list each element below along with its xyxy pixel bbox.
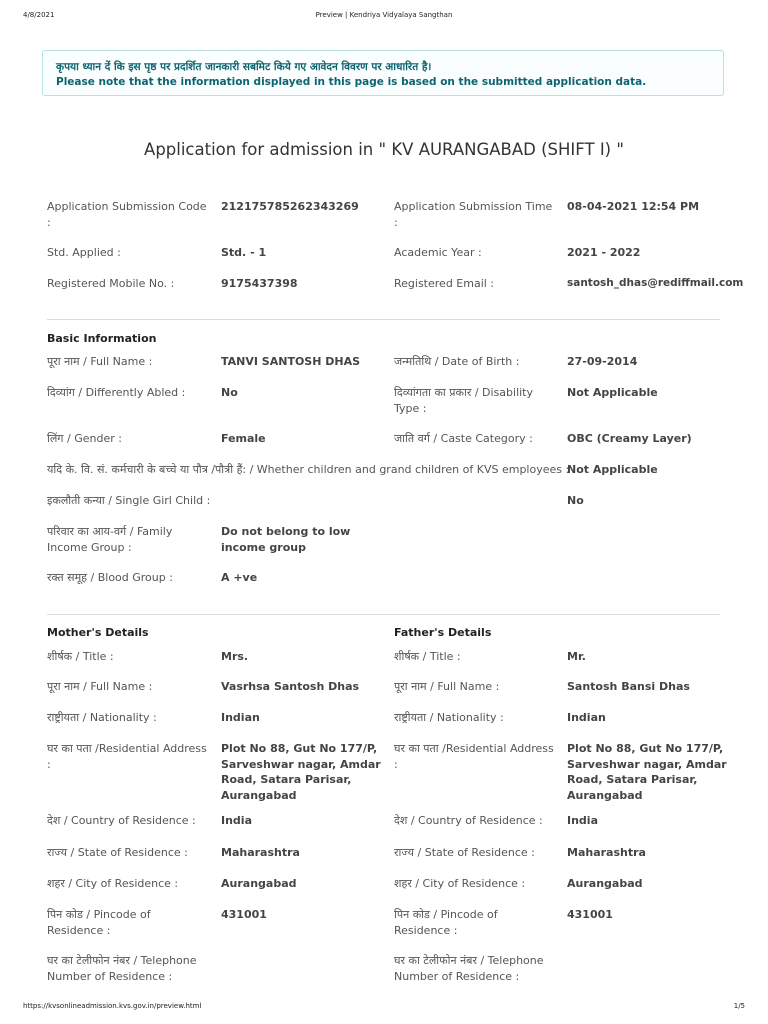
print-footer — [0, 1002, 768, 1014]
mother-pincode-label: पिन कोड / Pincode of Residence : — [47, 908, 151, 937]
notice-box — [42, 50, 724, 96]
mother-city-value: Aurangabad — [221, 877, 297, 890]
divider — [47, 319, 720, 320]
father-address-value: Plot No 88, Gut No 177/P, Sarveshwar nagar, Amdar Road, Satara Parisar, Aurangabad — [567, 742, 727, 802]
mother-name-value: Vasrhsa Santosh Dhas — [221, 680, 360, 693]
father-title-label: शीर्षक / Title : — [394, 650, 461, 663]
father-state-value: Maharashtra — [567, 846, 646, 859]
caste-category-value: OBC (Creamy Layer) — [567, 432, 692, 445]
print-header — [0, 11, 768, 23]
email-value: santosh_dhas@rediffmail.com — [567, 277, 744, 289]
mobile-value: 9175437398 — [221, 277, 298, 290]
single-girl-label: इकलौती कन्या / Single Girl Child : — [47, 494, 211, 507]
submission-code-value: 212175785262343269 — [221, 200, 359, 213]
kvs-employee-value: Not Applicable — [567, 463, 658, 476]
gender-label: लिंग / Gender : — [47, 432, 122, 445]
submission-code-label: Application Submission Code : — [47, 200, 207, 229]
father-city-value: Aurangabad — [567, 877, 643, 890]
mother-state-label: राज्य / State of Residence : — [47, 846, 188, 859]
father-name-label: पूरा नाम / Full Name : — [394, 680, 500, 693]
blood-group-label: रक्त समूह / Blood Group : — [47, 571, 173, 584]
disability-type-label: दिव्यांगता का प्रकार / Disability Type : — [394, 386, 534, 415]
mother-title-value: Mrs. — [221, 650, 249, 663]
print-url: https://kvsonlineadmission.kvs.gov.in/preview.html — [23, 1002, 202, 1010]
father-name-value: Santosh Bansi Dhas — [567, 680, 690, 693]
email-label: Registered Email : — [394, 277, 495, 290]
notice-hindi: कृपया ध्यान दें कि इस पृष्ठ पर प्रदर्शित जानकारी सबमिट किये गए आवेदन विवरण पर आधारित है। — [56, 61, 432, 73]
academic-year-label: Academic Year : — [394, 246, 482, 259]
father-city-label: शहर / City of Residence : — [394, 877, 526, 890]
mother-city-label: शहर / City of Residence : — [47, 877, 179, 890]
father-pincode-label: पिन कोड / Pincode of Residence : — [394, 908, 498, 937]
divider — [47, 614, 720, 615]
caste-category-label: जाति वर्ग / Caste Category : — [394, 432, 533, 445]
father-nationality-label: राष्ट्रीयता / Nationality : — [394, 711, 504, 724]
std-applied-value: Std. - 1 — [221, 246, 267, 259]
page-number: 1/5 — [733, 1002, 745, 1010]
mother-address-label: घर का पता /Residential Address : — [47, 742, 207, 771]
income-group-value: Do not belong to low income group — [221, 525, 351, 554]
father-country-value: India — [567, 814, 598, 827]
academic-year-value: 2021 - 2022 — [567, 246, 641, 259]
mother-pincode-value: 431001 — [221, 908, 267, 921]
differently-abled-label: दिव्यांग / Differently Abled : — [47, 386, 186, 399]
basic-info-heading: Basic Information — [47, 332, 157, 345]
print-date: 4/8/2021 — [23, 11, 55, 19]
father-title-value: Mr. — [567, 650, 586, 663]
mother-state-value: Maharashtra — [221, 846, 300, 859]
notice-english: Please note that the information displayed in this page is based on the submitted application data. — [56, 76, 647, 88]
dob-value: 27-09-2014 — [567, 355, 638, 368]
mother-address-value: Plot No 88, Gut No 177/P, Sarveshwar nagar, Amdar Road, Satara Parisar, Aurangabad — [221, 742, 381, 802]
print-title: Preview | Kendriya Vidyalaya Sangthan — [315, 11, 453, 19]
father-nationality-value: Indian — [567, 711, 606, 724]
submission-time-label: Application Submission Time : — [394, 200, 553, 229]
mother-country-value: India — [221, 814, 252, 827]
father-telephone-label: घर का टेलीफोन नंबर / Telephone Number of Residence : — [394, 954, 544, 983]
differently-abled-value: No — [221, 386, 238, 399]
father-details-heading: Father's Details — [394, 626, 492, 639]
single-girl-value: No — [567, 494, 584, 507]
mother-details-heading: Mother's Details — [47, 626, 149, 639]
dob-label: जन्मतिथि / Date of Birth : — [394, 355, 520, 368]
father-state-label: राज्य / State of Residence : — [394, 846, 535, 859]
page-title: Application for admission in " KV AURANGABAD (SHIFT I) " — [144, 140, 624, 159]
mother-name-label: पूरा नाम / Full Name : — [47, 680, 153, 693]
std-applied-label: Std. Applied : — [47, 246, 121, 259]
full-name-label: पूरा नाम / Full Name : — [47, 355, 153, 368]
mother-telephone-label: घर का टेलीफोन नंबर / Telephone Number of Residence : — [47, 954, 197, 983]
mother-title-label: शीर्षक / Title : — [47, 650, 114, 663]
gender-value: Female — [221, 432, 266, 445]
submission-time-value: 08-04-2021 12:54 PM — [567, 200, 700, 213]
mother-nationality-value: Indian — [221, 711, 260, 724]
father-pincode-value: 431001 — [567, 908, 613, 921]
father-address-label: घर का पता /Residential Address : — [394, 742, 554, 771]
full-name-value: TANVI SANTOSH DHAS — [221, 355, 361, 368]
mobile-label: Registered Mobile No. : — [47, 277, 175, 290]
blood-group-value: A +ve — [221, 571, 258, 584]
mother-country-label: देश / Country of Residence : — [47, 814, 196, 827]
disability-type-value: Not Applicable — [567, 386, 658, 399]
kvs-employee-label: यदि के. वि. सं. कर्मचारी के बच्चे या पौत्र /पौत्री हैं: / Whether children and grand children of KVS employees : — [47, 463, 570, 476]
mother-nationality-label: राष्ट्रीयता / Nationality : — [47, 711, 157, 724]
father-country-label: देश / Country of Residence : — [394, 814, 543, 827]
income-group-label: परिवार का आय-वर्ग / Family Income Group : — [47, 525, 173, 554]
